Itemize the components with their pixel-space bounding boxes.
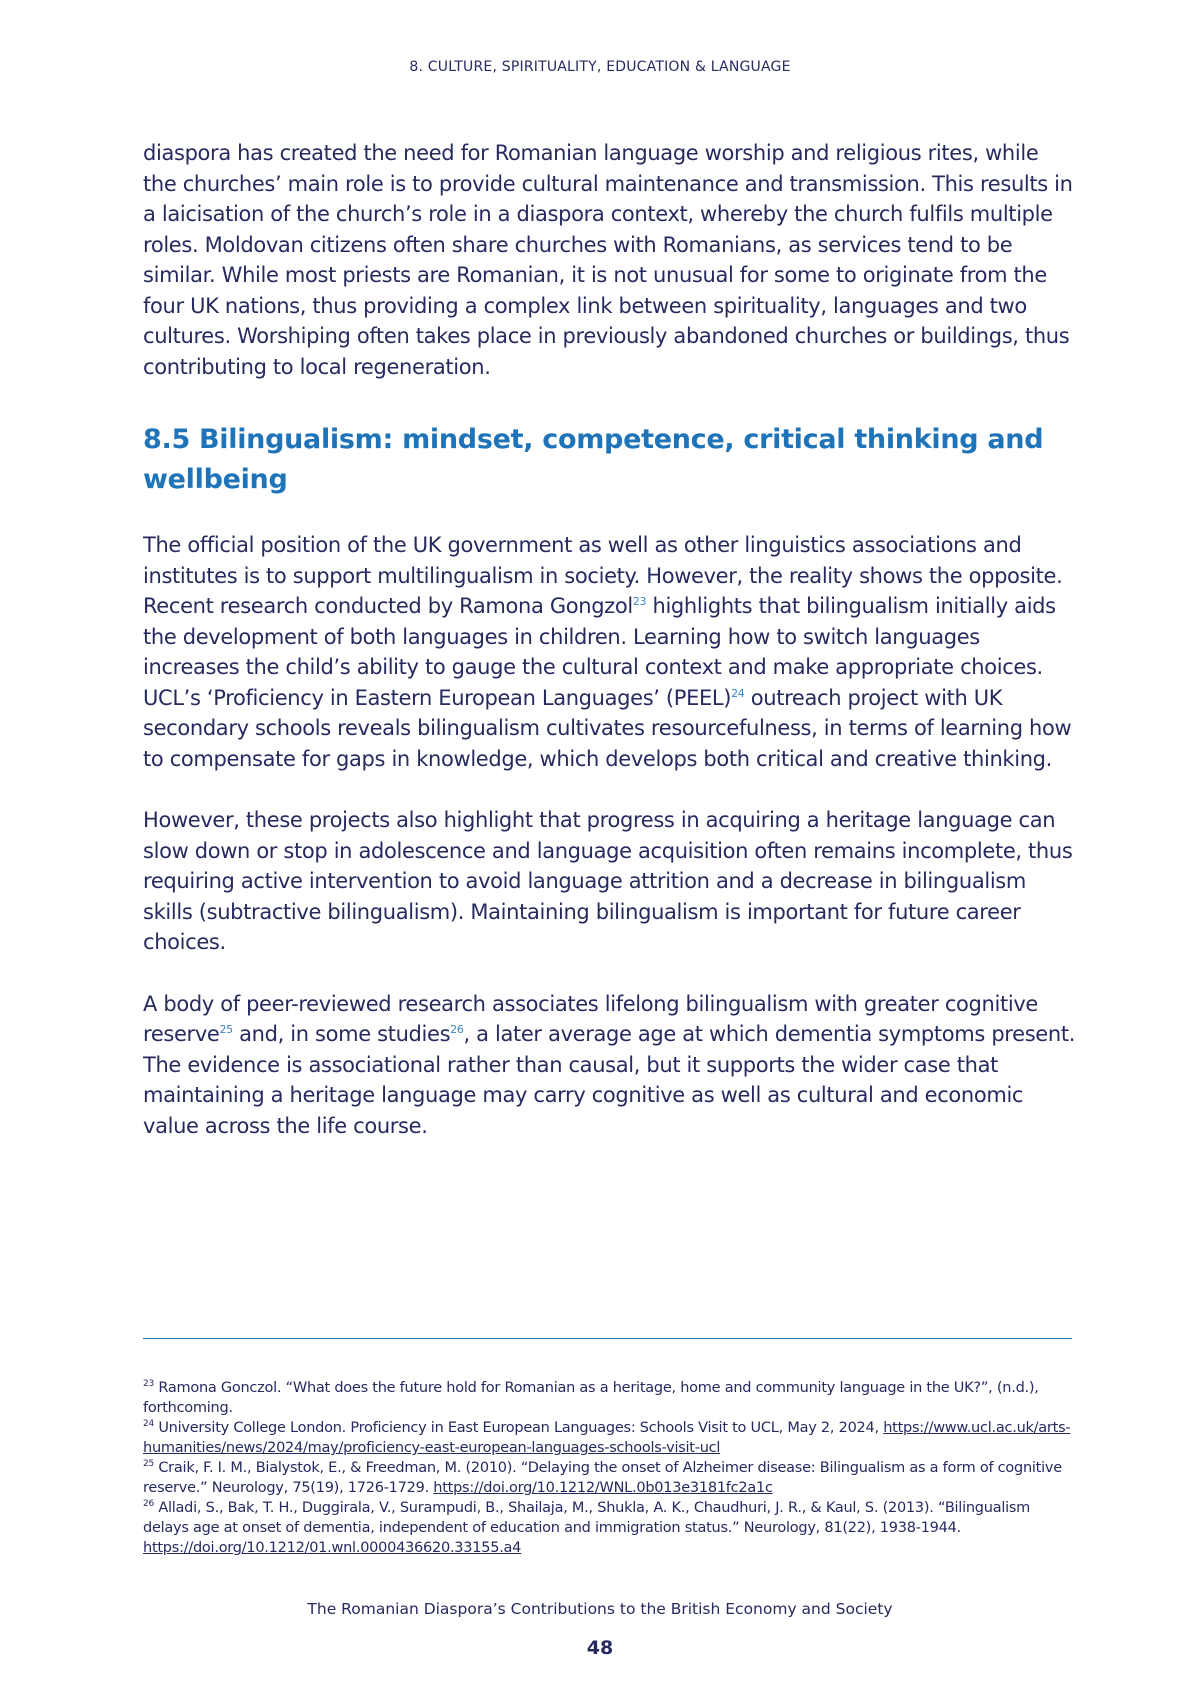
footnote-text: Ramona Gonczol. “What does the future hold for Romanian as a heritage, home and community language in the UK?”, (n.d.), forthcoming. [143, 1380, 1039, 1416]
intro-paragraph: diaspora has created the need for Romanian language worship and religious rites, while the churches’ main role is to provide cultural maintenance and transmission. This results in a laicisation of the church’s role in a diaspora context, whereby the church fulfils multiple roles. Moldovan citizens often share churches with Romanians, as services tend to be similar. While most priests are Romanian, it is not unusual for some to originate from the four UK nations, thus providing a complex link between spirituality, languages and two cultures. Worshiping often takes place in previously abandoned churches or buildings, thus contributing to local regeneration. [143, 141, 1073, 379]
body-paragraph-3 [143, 989, 1078, 1142]
footnote-number: 25 [143, 1459, 154, 1470]
footnote-ref-26[interactable]: 26 [450, 1023, 464, 1036]
footnote-25 [143, 1458, 1078, 1498]
paragraph-text: highlights that bilingualism initially aids the development of both languages in children. Learning how to switch languages increases the child’s ability to gauge the cultural context and make appropriate choices. UCL’s ‘Proficiency in Eastern European Languages’ (PEEL) [143, 594, 1056, 710]
paragraph-text: , a later average age at which dementia symptoms present. The evidence is associational rather than causal, but it supports the wider case that maintaining a heritage language may carry cognitive as well as cultural and economic value across the life course. [143, 1022, 1076, 1138]
footnote-text: Alladi, S., Bak, T. H., Duggirala, V., Surampudi, B., Shailaja, M., Shukla, A. K., Chaudhuri, J. R., & Kaul, S. (2013). “Bilingualism delays age at onset of dementia, independent of education and immigration status.” Neurology, 81(22), 1938-1944. [143, 1500, 1031, 1536]
footnote-number: 24 [143, 1419, 154, 1430]
footnote-text: Craik, F. I. M., Bialystok, E., & Freedman, M. (2010). “Delaying the onset of Alzheimer disease: Bilingualism as a form of cognitive reserve.” Neurology, 75(19), 1726-1729. [143, 1460, 1062, 1496]
paragraph-text: A body of peer-reviewed research associates lifelong bilingualism with greater cognitive reserve [143, 991, 1038, 1046]
paragraph-text: and, in some studies [232, 1022, 451, 1046]
page-number: 48 [586, 1637, 614, 1659]
footnote-23 [143, 1378, 1078, 1418]
body-paragraph-1 [143, 530, 1078, 774]
footer-title: The Romanian Diaspora’s Contributions to the British Economy and Society [307, 1600, 893, 1618]
footnote-number: 26 [143, 1499, 154, 1510]
footnote-text: University College London. Proficiency in East European Languages: Schools Visit to UCL, May 2, 2024, [158, 1420, 884, 1436]
footnote-24 [143, 1418, 1078, 1458]
running-header: 8. CULTURE, SPIRITUALITY, EDUCATION & LANGUAGE [409, 59, 791, 75]
paragraph-text: outreach project with UK secondary schools reveals bilingualism cultivates resourcefulness, in terms of learning how to compensate for gaps in knowledge, which develops both critical and creative thinking. [143, 685, 1072, 771]
footnotes [143, 1378, 1078, 1558]
footnote-divider [143, 1338, 1072, 1339]
footnote-link[interactable]: https://doi.org/10.1212/01.wnl.0000436620.33155.a4 [143, 1540, 522, 1556]
paragraph-text: The official position of the UK government as well as other linguistics associations and institutes is to support multilingualism in society. However, the reality shows the opposite. Recent research conducted by Ramona Gongzol [143, 533, 1063, 618]
footnote-link[interactable]: https://www.ucl.ac.uk/arts-humanities/news/2024/may/proficiency-east-european-languages-schools-visit-ucl [143, 1420, 1071, 1456]
main-content [143, 138, 1078, 1172]
footnote-link[interactable]: https://doi.org/10.1212/WNL.0b013e3181fc2a1c [433, 1480, 773, 1496]
section-title: 8.5 Bilingualism: mindset, competence, critical thinking and wellbeing [143, 424, 1044, 495]
footnote-ref-23[interactable]: 23 [632, 595, 647, 608]
footnote-26 [143, 1498, 1078, 1558]
footnote-ref-25[interactable]: 25 [219, 1023, 233, 1036]
body-paragraph-2: However, these projects also highlight that progress in acquiring a heritage language can slow down or stop in adolescence and language acquisition often remains incomplete, thus requiring active intervention to avoid language attrition and a decrease in bilingualism skills (subtractive bilingualism). Maintaining bilingualism is important for future career choices. [143, 808, 1073, 954]
footnote-ref-24[interactable]: 24 [731, 686, 745, 700]
footnote-number: 23 [143, 1379, 154, 1390]
